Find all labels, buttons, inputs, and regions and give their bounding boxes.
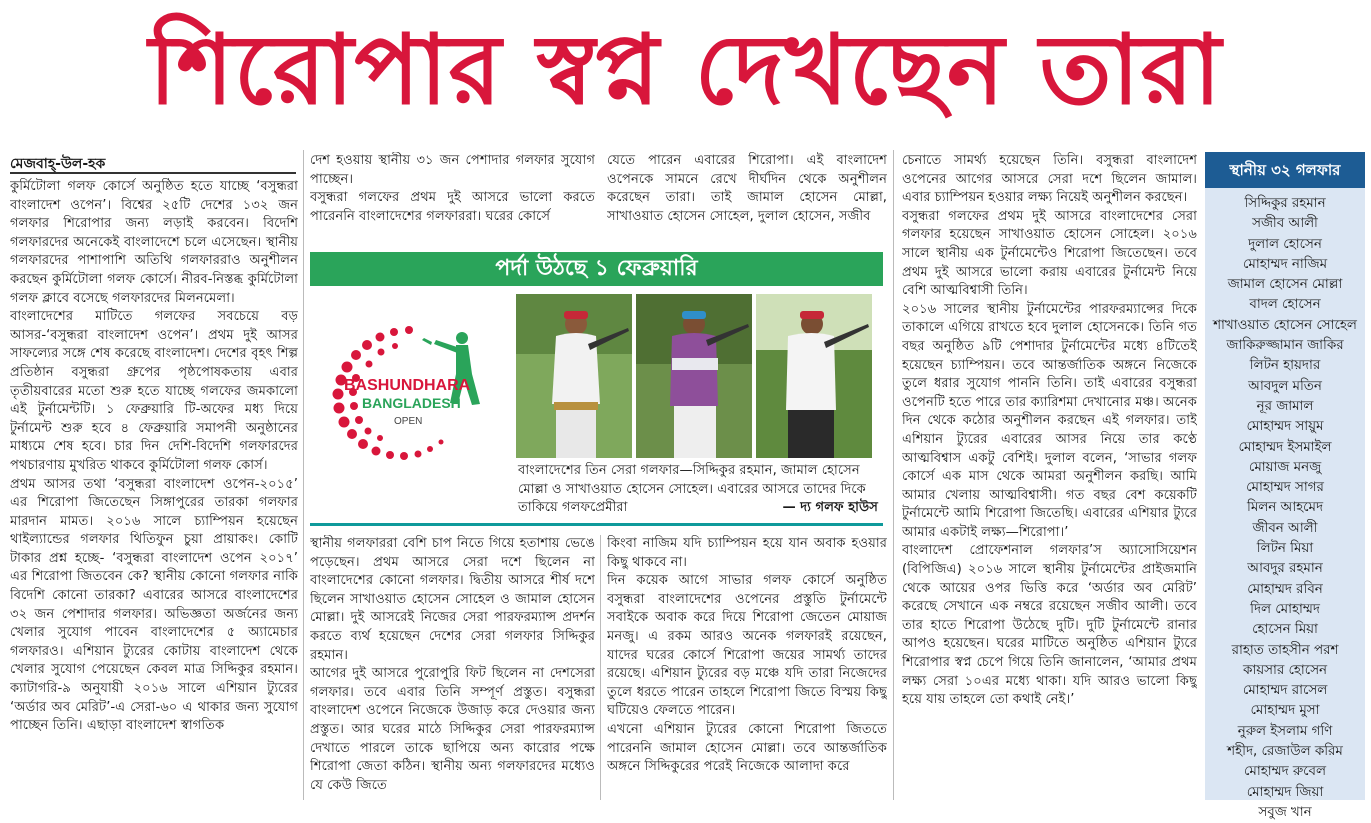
list-item: আবদুল মতিন xyxy=(1248,378,1322,394)
byline-rule xyxy=(10,172,296,174)
list-item: মিলন আহমেদ xyxy=(1247,500,1323,516)
list-item: শহীদ, রেজাউল করিম xyxy=(1227,744,1343,760)
headline: শিরোপার স্বপ্ন দেখছেন তারা xyxy=(148,14,1223,126)
paragraph: বসুন্ধরা গলফের প্রথম দুই আসরে ভালো করতে পারেননি বাংলাদেশের গলফাররা। ঘরের কোর্সে xyxy=(310,190,595,224)
paragraph: স্থানীয় গলফাররা বেশি চাপ নিতে গিয়ে হতাশায় ভেঙে পড়েছেন। প্রথম আসরে সেরা দশে ছিলেন না বাংলাদেশের কোনো গলফার। দ্বিতীয় আসরে শীর্ষ দশে ছিলেন সাখাওয়াত হোসেন সোহেল ও জামাল হোসেন মোল্লা। দুই আসরেই নিজের সেরা পারফরম্যান্স প্রদর্শন করতে ব্যর্থ হয়েছেন দেশের সেরা গলফার সিদ্দিকুর রহমান। xyxy=(310,536,595,663)
list-item: বাদল হোসেন xyxy=(1249,297,1321,313)
photo-shakhawat xyxy=(756,294,872,458)
list-item: নূর জামাল xyxy=(1256,398,1314,414)
list-item: রাহাত তাহসীন পরশ xyxy=(1231,642,1339,658)
byline: মেজবাহ্-উল-হক xyxy=(10,156,106,172)
list-item: মোহাম্মদ রুবেল xyxy=(1244,764,1326,780)
paragraph: বাংলাদেশ প্রোফেশনাল গলফার’স অ্যাসোসিয়েশন (বিপিজিএ) ২০১৬ সালে স্থানীয় টুর্নামেন্টের প্রাইজমানি থেকে আয়ের ওপর ভিত্তি করে ‘অর্ডার অব মেরিট’ করেছে সেখানে এক নম্বরে রয়েছেন সজীব আলী। তবে তার হাতে শিরোপা উঠেছে দুটি। দুটি টুর্নামেন্টে রানার আপও হয়েছেন। ঘরের মাটিতে অনুষ্ঠিত এশিয়ান ট্যুরে শিরোপার স্বপ্ন চেপে গিয়ে তিনি জানালেন, ‘আমার প্রথম লক্ষ্য সেরা ১০এর মধ্যে থাকা। যদি আরও ভালো কিছু হয়ে যায় তাহলে তো কথাই নেই।’ xyxy=(902,543,1197,708)
paragraph: ২০১৬ সালের স্থানীয় টুর্নামেন্টের পারফরম্যান্সের দিকে তাকালে এগিয়ে রাখতে হবে দুলাল হোসেনকে। তিনি গত বছর অনুষ্ঠিত ৯টি পেশাদার টুর্নামেন্টের মধ্যে ৪টিতেই হয়েছেন চ্যাম্পিয়ন। তবে আন্তর্জাতিক অঙ্গনে নিজেকে তুলে ধরার সুযোগ পাননি তিনি। তাই এবারের বসুন্ধরা ওপেনটি হতে পারে তার ক্যারিশমা দেখানোর মঞ্চ। অনেক দিন থেকে কঠোর অনুশীলন করছেন এই গলফার। তাই এশিয়ান ট্যুরের এবারের আসর নিয়ে তার কণ্ঠে আত্মবিশ্বাস একটু বেশিই। দুলাল বলেন, ‘সাভার গলফ কোর্সে এক মাস থেকে আমরা অনুশীলন করছি। আমি আমার খেলায় আত্মবিশ্বাসী। গত বছর বেশ কয়েকটি টুর্নামেন্টে আমি শিরোপা জিতেছি। এবারের এশিয়ার ট্যুরে আমার একটাই লক্ষ্য—শিরোপা।’ xyxy=(902,301,1197,540)
article-column-2-top xyxy=(310,152,595,247)
bashundhara-logo xyxy=(314,312,509,462)
golfer-list xyxy=(1205,194,1365,823)
paragraph: বসুন্ধরা গলফের প্রথম দুই আসরে বাংলাদেশের সেরা গলফার হয়েছেন সাখাওয়াত হোসেন সোহেল। ২০১৬ সালে স্থানীয় এক টুর্নামেন্টেও শিরোপা জিতেছেন। তবে প্রথম দুই আসরে ভালো করায় এবারের টুর্নামেন্ট নিয়ে বেশি আত্মবিশ্বাসী তিনি। xyxy=(902,208,1197,299)
paragraph: যেতে পারেন এবারের শিরোপা। এই বাংলাদেশ ওপেনকে সামনে রেখে দীর্ঘদিন থেকে অনুশীলন করেছেন তারা। তাই জামাল হোসেন মোল্লা, সাখাওয়াত হোসেন সোহেল, দুলাল হোসেন, সজীব xyxy=(607,153,887,224)
photo-siddikur xyxy=(516,294,632,458)
list-item: মোহাম্মদ ইসমাইল xyxy=(1238,439,1332,455)
list-item: শাখাওয়াত হোসেন সোহেল xyxy=(1213,317,1357,333)
article-column-4 xyxy=(902,152,1197,800)
list-item: মোহাম্মদ মুসা xyxy=(1250,703,1320,719)
article-column-3-top xyxy=(607,152,887,247)
list-item: জাকিরুজ্জামান জাকির xyxy=(1226,338,1344,354)
column-divider xyxy=(303,150,304,800)
list-item: সিদ্দিকুর রহমান xyxy=(1244,196,1326,211)
list-item: মোহাম্মদ সায়ুম xyxy=(1246,419,1324,435)
paragraph: কিংবা নাজিম যদি চ্যাম্পিয়ন হয়ে যান অবাক হওয়ার কিছু থাকবে না। xyxy=(607,536,887,570)
caption-text: বাংলাদেশের তিন সেরা গলফার—সিদ্দিকুর রহমান, জামাল হোসেন মোল্লা ও সাখাওয়াত হোসেন সোহেল। এবারের আসরে তাদের দিকে তাকিয়ে গলফপ্রেমীরা xyxy=(518,463,866,516)
list-item: লিটন মিয়া xyxy=(1256,541,1314,557)
article-column-2-bottom xyxy=(310,535,595,800)
photo-credit: — দ্য গলফ হাউস xyxy=(782,500,878,516)
section-rule xyxy=(310,523,883,526)
golfer-list-sidebar xyxy=(1205,152,1365,820)
logo-line-1: BASHUNDHARA xyxy=(344,377,471,394)
banner-title: পর্দা উঠছে ১ ফেব্রুয়ারি xyxy=(495,256,698,281)
paragraph: কুর্মিটোলা গলফ কোর্সে অনুষ্ঠিত হতে যাচ্ছে ‘বসুন্ধরা বাংলাদেশ ওপেন’। বিশ্বের ২৫টি দেশের ১৩২ জন গলফার শিরোপার জন্য লড়াই করবেন। বিদেশি গলফারদের অনেকেই বাংলাদেশে চলে এসেছেন। স্থানীয় গলফারদের পাশাপাশি অতিথি গলফাররাও অনুশীলন করছেন কুর্মিটোলা গলফ কোর্সে। নীরব-নিস্তব্ধ কুর্মিটোলা গলফ ক্লাবে বসেছে গলফারদের মিলনমেলা। xyxy=(10,179,298,306)
list-item: মোহাম্মদ নাজিম xyxy=(1242,256,1328,272)
list-item: জামাল হোসেন মোল্লা xyxy=(1227,277,1343,293)
list-item: মোহাম্মদ রবিন xyxy=(1247,581,1323,597)
sidebar-title: স্থানীয় ৩২ গলফার xyxy=(1205,152,1365,188)
photo-jamal xyxy=(636,294,752,458)
list-item: মোহাম্মদ সাগর xyxy=(1246,480,1324,496)
list-item: দিল মোহাম্মদ xyxy=(1250,601,1320,617)
list-item: কায়সার হোসেন xyxy=(1242,662,1328,678)
list-item: সবুজ খান xyxy=(1258,804,1312,820)
paragraph: বাংলাদেশের মাটিতে গলফের সবচেয়ে বড় আসর-‘বসুন্ধরা বাংলাদেশ ওপেন’। প্রথম দুই আসর সাফল্যের সঙ্গে শেষ করেছে বাংলাদেশ। দেশের বৃহৎ শিল্প প্রতিষ্ঠান বসুন্ধরা গ্রুপের পৃষ্ঠপোষকতায় এবার তৃতীয়বারের মতো শুরু হতে যাচ্ছে গলফের জমকালো এই টুর্নামেন্টটি। ১ ফেব্রুয়ারি টি-অফের মধ্য দিয়ে টুর্নামেন্ট শুরু হবে ৪ ফেব্রুয়ারি সমাপনী অনুষ্ঠানের মাধ্যমে শেষ হবে। চার দিন দেশি-বিদেশি গলফারদের পথচারণায় মুখরিত থাকবে কুর্মিটোলা গলফ কোর্স। xyxy=(10,309,298,473)
list-item: হোসেন মিয়া xyxy=(1252,622,1318,638)
paragraph: দেশ হওয়ায় স্থানীয় ৩১ জন পেশাদার গলফার সুযোগ পাচ্ছেন। xyxy=(310,153,595,187)
list-item: মোয়াজ মনজু xyxy=(1248,459,1322,475)
article-column-1 xyxy=(10,178,298,800)
paragraph: চেনাতে সামর্থ্য হয়েছেন তিনি। বসুন্ধরা বাংলাদেশ ওপেনের আগের আসরে সেরা দশে ছিলেন জামাল। এবার চ্যাম্পিয়ন হওয়ার লক্ষ্য নিয়েই অনুশীলন করছেন। xyxy=(902,153,1197,206)
paragraph: আগের দুই আসরে পুরোপুরি ফিট ছিলেন না দেশসেরা গলফার। তবে এবার তিনি সম্পূর্ণ প্রস্তুত। বসুন্ধরা বাংলাদেশ ওপেনে নিজেকে উজাড় করে দেওয়ার জন্য প্রস্তুত। আর ঘরের মাঠে সিদ্দিকুর সেরা পারফরম্যান্স দেখাতে পারলে তাকে ছাপিয়ে অন্য কারোর পক্ষে শিরোপা জেতা কঠিন। স্থানীয় অন্য গলফারদের মধ্যেও যে কেউ জিতে xyxy=(310,666,595,793)
list-item: জীবন আলী xyxy=(1252,520,1318,536)
list-item: মোহাম্মদ রাসেল xyxy=(1242,683,1328,699)
paragraph: দিন কয়েক আগে সাভার গলফ কোর্সে অনুষ্ঠিত বসুন্ধরা বাংলাদেশের ওপেনের প্রস্তুতি টুর্নামেন্টে সবাইকে অবাক করে দিয়ে শিরোপা জেতেন মোয়াজ মনজু। এ রকম আরও অনেক গলফারই রয়েছেন, যাদের ঘরের কোর্সে শিরোপা জয়ের সামর্থ্য তাদের রয়েছে। এশিয়ান ট্যুরের বড় মঞ্চে যদি তারা নিজেদের তুলে ধরতে পারেন তাহলে শিরোপা জিতে বিস্ময় কিছু ঘটিয়েও ফেলতে পারেন। xyxy=(607,573,887,719)
list-item: নুরুল ইসলাম গণি xyxy=(1237,723,1333,739)
column-divider xyxy=(893,150,894,800)
column-divider xyxy=(600,535,601,800)
list-item: লিটন হায়দার xyxy=(1249,358,1321,374)
logo-line-3: OPEN xyxy=(394,416,423,427)
paragraph: এখনো এশিয়ান ট্যুরের কোনো শিরোপা জিততে পারেননি জামাল হোসেন মোল্লা। তবে আন্তর্জাতিক অঙ্গনে সিদ্দিকুরের পরেই নিজেকে আলাদা করে xyxy=(607,721,887,775)
logo-line-2: BANGLADESH xyxy=(362,395,461,411)
list-item: মোহাম্মদ জিয়া xyxy=(1246,784,1324,800)
article-column-3-bottom xyxy=(607,535,887,800)
list-item: সজীব আলী xyxy=(1252,216,1318,232)
photo-caption xyxy=(518,462,878,518)
feature-banner xyxy=(310,252,883,286)
list-item: আবদুর রহমান xyxy=(1247,561,1323,577)
list-item: দুলাল হোসেন xyxy=(1248,236,1322,252)
paragraph: প্রথম আসর তথা ‘বসুন্ধরা বাংলাদেশ ওপেন-২০১৫’ এর শিরোপা জিতেছেন সিঙ্গাপুরের তারকা গলফার মারদান মামত। ২০১৬ সালে চ্যাম্পিয়ন হয়েছেন থাইল্যান্ডের গলফার থিতিফুন চুয়া প্রায়াকং। কোটি টাকার প্রশ্ন হচ্ছে- ‘বসুন্ধরা বাংলাদেশ ওপেন ২০১৭’ এর শিরোপা জিতবেন কে? স্থানীয় কোনো গলফার নাকি বিদেশি কোনো তারকা? এবারের আসরে বাংলাদেশের ৩২ জন পেশাদার গলফার। অভিজ্ঞতা অর্জনের জন্য খেলার সুযোগ পাবেন বাংলাদেশের ৫ অ্যামেচার গলফারও। এশিয়ান ট্যুরের কোটায় বাংলাদেশ থেকে খেলার সুযোগ পেয়েছেন কেবল মাত্র সিদ্দিকুর রহমান। ক্যাটাগরি-৯ অনুযায়ী ২০১৬ সালে এশিয়ান ট্যুরের ‘অর্ডার অব মেরিট’-এ সেরা-৬০ এ থাকার জন্য সুযোগ পাচ্ছেন তিনি। এছাড়া বাংলাদেশ স্বাগতিক xyxy=(10,476,298,734)
